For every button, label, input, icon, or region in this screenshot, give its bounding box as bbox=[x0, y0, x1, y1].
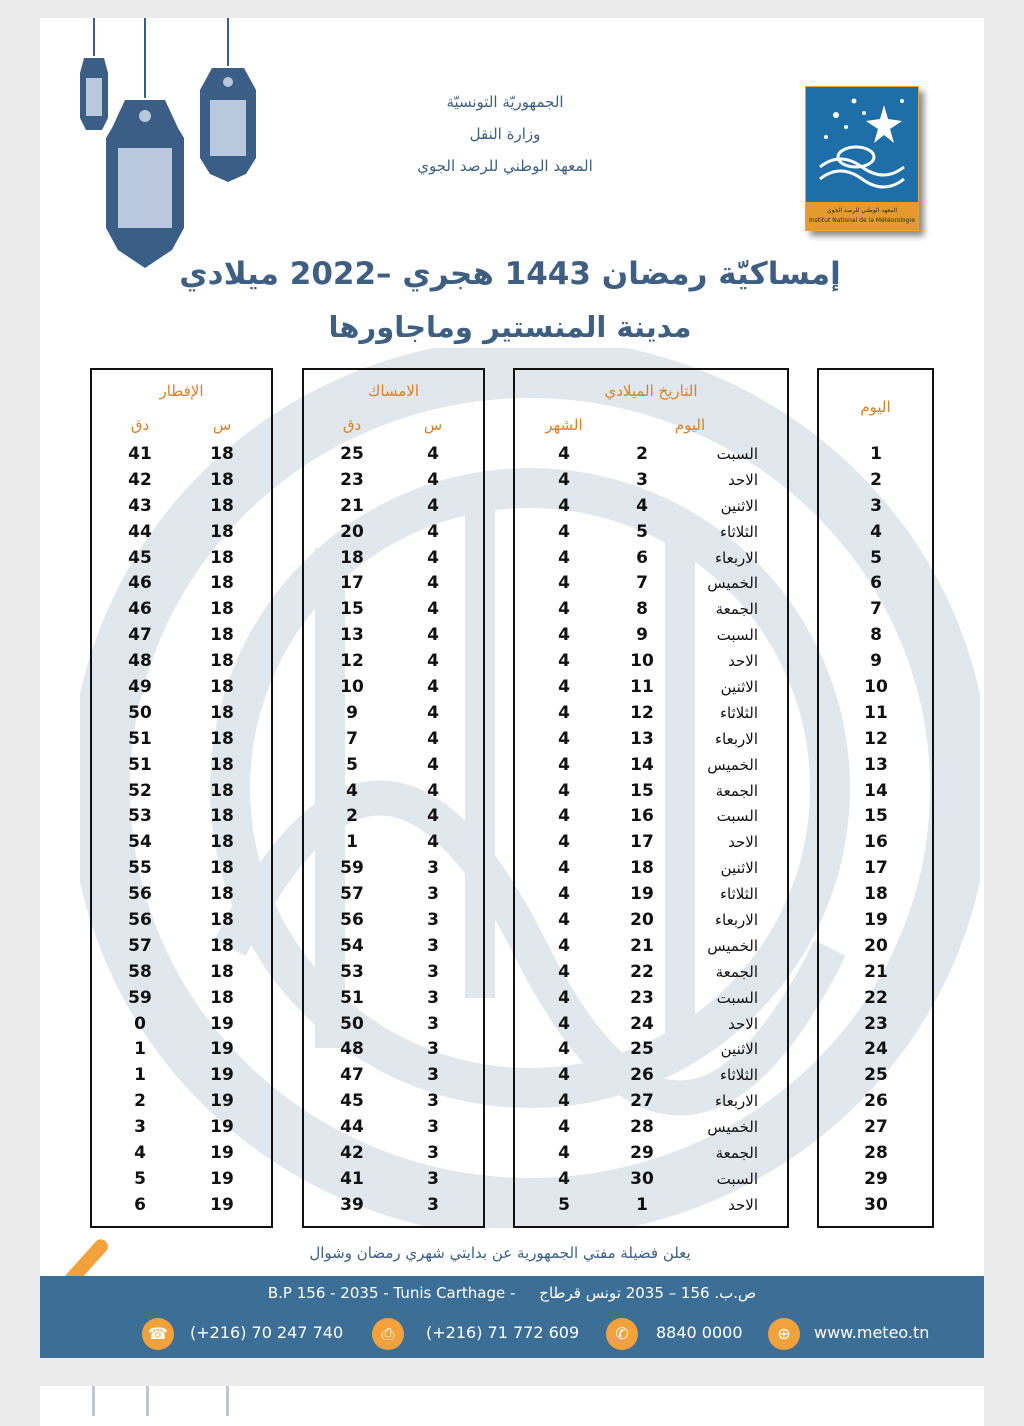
imsak-minute-cell: 50 bbox=[340, 1013, 364, 1034]
iftar-minute-cell: 54 bbox=[128, 832, 152, 853]
iftar-minute-cell: 56 bbox=[128, 910, 152, 931]
gregorian-month-cell: 4 bbox=[558, 1039, 570, 1060]
ramadan-day-cell: 17 bbox=[864, 858, 888, 879]
iftar-hour-cell: 18 bbox=[210, 651, 234, 672]
weekday-cell: الاثنين bbox=[720, 678, 758, 697]
iftar-header: الإفطار bbox=[159, 382, 204, 400]
gregorian-month-cell: 4 bbox=[558, 521, 570, 542]
ramadan-day-cell: 18 bbox=[864, 884, 888, 905]
ramadan-day-column bbox=[846, 442, 906, 1219]
imsak-minute-cell: 45 bbox=[340, 1091, 364, 1112]
imsak-hour-cell: 3 bbox=[427, 961, 439, 982]
iftar-hour-cell: 18 bbox=[210, 780, 234, 801]
iftar-hour-cell: 18 bbox=[210, 806, 234, 827]
iftar-hour-cell: 18 bbox=[210, 677, 234, 698]
ramadan-day-cell: 1 bbox=[870, 444, 882, 464]
imsak-minute-cell: 1 bbox=[346, 832, 358, 853]
imsak-hour-cell: 3 bbox=[427, 1013, 439, 1034]
weekday-cell: الاثنين bbox=[720, 496, 758, 515]
iftar-minute-cell: 42 bbox=[128, 469, 152, 490]
imsak-minute-cell: 44 bbox=[340, 1117, 364, 1138]
short-number: 8840 0000 bbox=[656, 1323, 743, 1342]
iftar-minute-cell: 43 bbox=[128, 495, 152, 516]
iftar-minute-cell: 1 bbox=[134, 1039, 146, 1060]
iftar-minute-cell: 48 bbox=[128, 651, 152, 672]
imsak-minute-cell: 42 bbox=[340, 1143, 364, 1164]
iftar-minute-cell: 56 bbox=[128, 884, 152, 905]
ramadan-day-cell: 23 bbox=[864, 1013, 888, 1034]
gregorian-day-cell: 8 bbox=[636, 599, 648, 620]
imsak-minute-cell: 47 bbox=[340, 1065, 364, 1086]
ramadan-day-cell: 3 bbox=[870, 495, 882, 516]
weekday-cell: الخميس bbox=[707, 936, 758, 955]
iftar-minute-cell: 41 bbox=[128, 444, 152, 464]
imsak-hour-cell: 4 bbox=[427, 754, 439, 775]
iftar-hour-cell: 18 bbox=[210, 599, 234, 620]
gregorian-day-cell: 3 bbox=[636, 469, 648, 490]
iftar-hour-cell: 18 bbox=[210, 884, 234, 905]
globe-icon: ⊕ bbox=[768, 1318, 800, 1350]
imsak-minute-cell: 18 bbox=[340, 547, 364, 568]
imsak-minutes-column bbox=[322, 442, 382, 1219]
iftar-hour-cell: 18 bbox=[210, 728, 234, 749]
gregorian-day-cell: 29 bbox=[630, 1143, 654, 1164]
ramadan-day-cell: 25 bbox=[864, 1065, 888, 1086]
gregorian-month-cell: 4 bbox=[558, 1117, 570, 1138]
address-line bbox=[40, 1284, 984, 1302]
iftar-minute-cell: 0 bbox=[134, 1013, 146, 1034]
imsak-minute-cell: 17 bbox=[340, 573, 364, 594]
weekday-cell: الجمعة bbox=[715, 1144, 758, 1163]
iftar-minute-cell: 50 bbox=[128, 702, 152, 723]
lantern-string bbox=[226, 1386, 229, 1416]
logo-caption-fr: Institut National de la Météorologie bbox=[809, 217, 915, 224]
ramadan-day-cell: 29 bbox=[864, 1168, 888, 1189]
weekday-cell: الخميس bbox=[707, 1118, 758, 1137]
gregorian-day-cell: 14 bbox=[630, 754, 654, 775]
gregorian-month-cell: 4 bbox=[558, 832, 570, 853]
imsak-hour-cell: 3 bbox=[427, 1039, 439, 1060]
gregorian-month-cell: 4 bbox=[558, 1143, 570, 1164]
mufti-announcement-note: يعلن فضيلة مفتي الجمهورية عن بدايتي شهري رمضان وشوال bbox=[309, 1244, 691, 1262]
ramadan-day-cell: 14 bbox=[864, 780, 888, 801]
imsak-minute-cell: 2 bbox=[346, 806, 358, 827]
imsak-hour-cell: 4 bbox=[427, 651, 439, 672]
imsak-header: الامساك bbox=[367, 382, 420, 400]
iftar-hour-cell: 18 bbox=[210, 754, 234, 775]
imsak-minute-cell: 48 bbox=[340, 1039, 364, 1060]
iftar-hour-cell: 18 bbox=[210, 961, 234, 982]
gregorian-month-cell: 4 bbox=[558, 858, 570, 879]
iftar-minute-cell: 46 bbox=[128, 599, 152, 620]
gregorian-day-cell: 17 bbox=[630, 832, 654, 853]
imsak-minute-cell: 12 bbox=[340, 651, 364, 672]
short-number-icon: ✆ bbox=[606, 1318, 638, 1350]
imsak-minute-cell: 21 bbox=[340, 495, 364, 516]
imsak-hour-cell: 4 bbox=[427, 495, 439, 516]
ramadan-day-cell: 2 bbox=[870, 469, 882, 490]
imsak-hour-cell: 4 bbox=[427, 832, 439, 853]
institute-logo bbox=[805, 86, 919, 231]
imsak-hour-cell: 4 bbox=[427, 806, 439, 827]
gregorian-day-cell: 19 bbox=[630, 884, 654, 905]
iftar-hour-cell: 18 bbox=[210, 469, 234, 490]
iftar-hour-cell: 18 bbox=[210, 573, 234, 594]
gregorian-day-cell: 28 bbox=[630, 1117, 654, 1138]
weekday-cell: السبت bbox=[716, 445, 758, 463]
gregorian-month-cell: 4 bbox=[558, 444, 570, 464]
city-subtitle: مدينة المنستير وماجاورها bbox=[328, 310, 692, 344]
imsak-hour-cell: 3 bbox=[427, 1194, 439, 1215]
stars-waves-icon bbox=[806, 87, 918, 199]
weekday-cell: الجمعة bbox=[715, 600, 758, 619]
ramadan-day-cell: 16 bbox=[864, 832, 888, 853]
gregorian-month-cell: 4 bbox=[558, 573, 570, 594]
gregorian-month-cell: 4 bbox=[558, 495, 570, 516]
imsak-hour-cell: 3 bbox=[427, 935, 439, 956]
imsak-hour-cell: 3 bbox=[427, 884, 439, 905]
gregorian-month-cell: 4 bbox=[558, 599, 570, 620]
imsak-minute-cell: 56 bbox=[340, 910, 364, 931]
imsak-minute-cell: 59 bbox=[340, 858, 364, 879]
ramadan-day-header: اليوم bbox=[860, 398, 891, 416]
weekday-cell: الاربعاء bbox=[714, 548, 758, 567]
contact-row bbox=[40, 1318, 984, 1348]
imsak-minute-cell: 10 bbox=[340, 677, 364, 698]
iftar-hour-cell: 18 bbox=[210, 858, 234, 879]
ramadan-day-cell: 12 bbox=[864, 728, 888, 749]
iftar-hour-cell: 19 bbox=[210, 1039, 234, 1060]
iftar-hour-cell: 18 bbox=[210, 910, 234, 931]
gregorian-month-cell: 4 bbox=[558, 677, 570, 698]
gregorian-month-cell: 4 bbox=[558, 754, 570, 775]
iftar-hour-cell: 18 bbox=[210, 547, 234, 568]
weekday-cell: الثلاثاء bbox=[719, 885, 758, 904]
weekday-cell: الثلاثاء bbox=[719, 703, 758, 722]
weekday-column bbox=[668, 442, 758, 1219]
gregorian-day-cell: 6 bbox=[636, 547, 648, 568]
imsak-hour-cell: 4 bbox=[427, 702, 439, 723]
medium-lantern-icon bbox=[190, 18, 270, 188]
ministry-name: وزارة النقل bbox=[469, 125, 541, 143]
iftar-minute-cell: 1 bbox=[134, 1065, 146, 1086]
gregorian-month-cell: 4 bbox=[558, 987, 570, 1008]
imsak-minute-cell: 54 bbox=[340, 935, 364, 956]
iftar-minute-cell: 47 bbox=[128, 625, 152, 646]
imsak-hour-cell: 4 bbox=[427, 677, 439, 698]
page-title: إمساكيّة رمضان 1443 هجري –2022 ميلادي bbox=[179, 256, 841, 292]
weekday-cell: الجمعة bbox=[715, 781, 758, 800]
iftar-hour-cell: 18 bbox=[210, 702, 234, 723]
gregorian-day-cell: 25 bbox=[630, 1039, 654, 1060]
gregorian-month-cell: 4 bbox=[558, 651, 570, 672]
ramadan-day-cell: 11 bbox=[864, 702, 888, 723]
gregorian-day-cell: 27 bbox=[630, 1091, 654, 1112]
gregorian-day-cell: 15 bbox=[630, 780, 654, 801]
imsak-minute-cell: 7 bbox=[346, 728, 358, 749]
imsak-minute-cell: 51 bbox=[340, 987, 364, 1008]
imsak-hour-cell: 3 bbox=[427, 1065, 439, 1086]
weekday-cell: الاحد bbox=[728, 1195, 758, 1214]
iftar-minute-cell: 4 bbox=[134, 1143, 146, 1164]
ramadan-day-cell: 19 bbox=[864, 910, 888, 931]
gregorian-month-cell: 4 bbox=[558, 961, 570, 982]
ramadan-day-cell: 13 bbox=[864, 754, 888, 775]
weekday-cell: الاحد bbox=[728, 470, 758, 489]
republic-name: الجمهوريّة التونسيّة bbox=[446, 93, 564, 111]
ramadan-day-cell: 5 bbox=[870, 547, 882, 568]
weekday-cell: الجمعة bbox=[715, 962, 758, 981]
imsak-minute-cell: 5 bbox=[346, 754, 358, 775]
imsak-hour-cell: 4 bbox=[427, 780, 439, 801]
gregorian-day-cell: 4 bbox=[636, 495, 648, 516]
iftar-minutes-column bbox=[110, 442, 170, 1219]
gregorian-day-cell: 5 bbox=[636, 521, 648, 542]
imsak-hour-cell: 3 bbox=[427, 858, 439, 879]
weekday-cell: السبت bbox=[716, 988, 758, 1007]
weekday-cell: الاثنين bbox=[720, 859, 758, 878]
large-lantern-icon bbox=[100, 18, 200, 278]
weekday-cell: الاربعاء bbox=[714, 729, 758, 748]
ramadan-day-cell: 6 bbox=[870, 573, 882, 594]
iftar-minute-cell: 51 bbox=[128, 754, 152, 775]
imsak-hour-cell: 4 bbox=[427, 728, 439, 749]
imsak-minute-cell: 25 bbox=[340, 444, 364, 464]
header-block bbox=[370, 86, 640, 182]
iftar-hour-cell: 18 bbox=[210, 444, 234, 464]
gregorian-day-cell: 13 bbox=[630, 728, 654, 749]
gregorian-day-cell: 12 bbox=[630, 702, 654, 723]
iftar-minute-cell: 51 bbox=[128, 728, 152, 749]
weekday-cell: الخميس bbox=[707, 755, 758, 774]
gregorian-day-column bbox=[612, 442, 672, 1219]
gregorian-day-header: اليوم bbox=[674, 416, 706, 434]
gregorian-day-cell: 26 bbox=[630, 1065, 654, 1086]
iftar-minute-header: دق bbox=[130, 416, 150, 434]
iftar-minute-cell: 6 bbox=[134, 1194, 146, 1215]
weekday-cell: الاحد bbox=[728, 652, 758, 671]
imsak-hour-cell: 4 bbox=[427, 521, 439, 542]
contact-bar bbox=[40, 1276, 984, 1358]
weekday-cell: الاحد bbox=[728, 1014, 758, 1033]
gregorian-month-cell: 4 bbox=[558, 469, 570, 490]
iftar-minute-cell: 46 bbox=[128, 573, 152, 594]
gregorian-month-cell: 4 bbox=[558, 1013, 570, 1034]
iftar-hours-column bbox=[192, 442, 252, 1219]
fax-icon: ⎙ bbox=[372, 1318, 404, 1350]
iftar-minute-cell: 49 bbox=[128, 677, 152, 698]
ramadan-day-cell: 30 bbox=[864, 1194, 888, 1215]
ramadan-day-cell: 10 bbox=[864, 677, 888, 698]
weekday-cell: الثلاثاء bbox=[719, 1066, 758, 1085]
gregorian-month-cell: 4 bbox=[558, 702, 570, 723]
document-page bbox=[40, 18, 984, 1358]
imsak-minute-cell: 41 bbox=[340, 1168, 364, 1189]
iftar-hour-cell: 18 bbox=[210, 625, 234, 646]
address-ar: ص.ب. 156 – 2035 تونس قرطاج bbox=[539, 1284, 757, 1302]
gregorian-month-cell: 5 bbox=[558, 1194, 570, 1215]
iftar-minute-cell: 53 bbox=[128, 806, 152, 827]
iftar-hour-cell: 19 bbox=[210, 1091, 234, 1112]
imsak-minute-cell: 9 bbox=[346, 702, 358, 723]
ramadan-day-cell: 7 bbox=[870, 599, 882, 620]
gregorian-day-cell: 2 bbox=[636, 444, 648, 464]
gregorian-day-cell: 23 bbox=[630, 987, 654, 1008]
iftar-hour-cell: 18 bbox=[210, 832, 234, 853]
gregorian-day-cell: 9 bbox=[636, 625, 648, 646]
iftar-hour-cell: 19 bbox=[210, 1194, 234, 1215]
ramadan-day-cell: 26 bbox=[864, 1091, 888, 1112]
imsak-minute-cell: 53 bbox=[340, 961, 364, 982]
iftar-minute-cell: 2 bbox=[134, 1091, 146, 1112]
gregorian-day-cell: 16 bbox=[630, 806, 654, 827]
gregorian-month-cell: 4 bbox=[558, 625, 570, 646]
iftar-minute-cell: 5 bbox=[134, 1168, 146, 1189]
address-fr: B.P 156 - 2035 - Tunis Carthage - bbox=[267, 1284, 516, 1302]
gregorian-month-cell: 4 bbox=[558, 1065, 570, 1086]
gregorian-month-cell: 4 bbox=[558, 780, 570, 801]
iftar-hour-cell: 18 bbox=[210, 935, 234, 956]
gregorian-month-cell: 4 bbox=[558, 806, 570, 827]
weekday-cell: الخميس bbox=[707, 574, 758, 593]
imsak-hours-column bbox=[403, 442, 463, 1219]
weekday-cell: الاربعاء bbox=[714, 1092, 758, 1111]
imsak-minute-cell: 4 bbox=[346, 780, 358, 801]
gregorian-day-cell: 1 bbox=[636, 1194, 648, 1215]
gregorian-month-cell: 4 bbox=[558, 1091, 570, 1112]
gregorian-day-cell: 7 bbox=[636, 573, 648, 594]
iftar-hour-cell: 19 bbox=[210, 1143, 234, 1164]
iftar-hour-header: س bbox=[212, 416, 232, 434]
gregorian-day-cell: 20 bbox=[630, 910, 654, 931]
gregorian-day-cell: 21 bbox=[630, 935, 654, 956]
iftar-hour-cell: 19 bbox=[210, 1168, 234, 1189]
imsak-hour-header: س bbox=[423, 416, 443, 434]
ramadan-day-cell: 15 bbox=[864, 806, 888, 827]
iftar-hour-cell: 18 bbox=[210, 987, 234, 1008]
weekday-cell: الثلاثاء bbox=[719, 522, 758, 541]
imsak-hour-cell: 4 bbox=[427, 444, 439, 464]
imsak-hour-cell: 3 bbox=[427, 910, 439, 931]
website-link[interactable]: www.meteo.tn bbox=[814, 1323, 930, 1342]
ramadan-day-cell: 28 bbox=[864, 1143, 888, 1164]
gregorian-month-cell: 4 bbox=[558, 728, 570, 749]
gregorian-day-cell: 10 bbox=[630, 651, 654, 672]
lantern-string bbox=[92, 1386, 95, 1416]
gregorian-day-cell: 24 bbox=[630, 1013, 654, 1034]
iftar-hour-cell: 19 bbox=[210, 1013, 234, 1034]
gregorian-month-cell: 4 bbox=[558, 935, 570, 956]
gregorian-month-cell: 4 bbox=[558, 547, 570, 568]
imsak-minute-header: دق bbox=[342, 416, 362, 434]
gregorian-day-cell: 22 bbox=[630, 961, 654, 982]
gregorian-month-cell: 4 bbox=[558, 910, 570, 931]
iftar-minute-cell: 59 bbox=[128, 987, 152, 1008]
ramadan-day-cell: 9 bbox=[870, 651, 882, 672]
iftar-hour-cell: 18 bbox=[210, 521, 234, 542]
imsak-hour-cell: 4 bbox=[427, 625, 439, 646]
iftar-minute-cell: 45 bbox=[128, 547, 152, 568]
imsak-hour-cell: 3 bbox=[427, 987, 439, 1008]
institute-name: المعهد الوطني للرصد الجوي bbox=[417, 157, 593, 175]
phone-icon: ☎ bbox=[142, 1318, 174, 1350]
phone-number: (+216) 70 247 740 bbox=[190, 1323, 344, 1342]
weekday-cell: الاثنين bbox=[720, 1040, 758, 1059]
imsak-hour-cell: 3 bbox=[427, 1091, 439, 1112]
imsak-hour-cell: 3 bbox=[427, 1117, 439, 1138]
iftar-hour-cell: 19 bbox=[210, 1065, 234, 1086]
imsak-minute-cell: 13 bbox=[340, 625, 364, 646]
imsak-minute-cell: 39 bbox=[340, 1194, 364, 1215]
ramadan-day-cell: 27 bbox=[864, 1117, 888, 1138]
imsak-minute-cell: 57 bbox=[340, 884, 364, 905]
ramadan-day-cell: 8 bbox=[870, 625, 882, 646]
iftar-minute-cell: 3 bbox=[134, 1117, 146, 1138]
weekday-cell: السبت bbox=[716, 626, 758, 645]
ramadan-day-cell: 20 bbox=[864, 935, 888, 956]
iftar-minute-cell: 57 bbox=[128, 935, 152, 956]
iftar-minute-cell: 44 bbox=[128, 521, 152, 542]
ramadan-day-cell: 21 bbox=[864, 961, 888, 982]
ramadan-day-cell: 24 bbox=[864, 1039, 888, 1060]
fax-number: (+216) 71 772 609 bbox=[426, 1323, 580, 1342]
weekday-cell: السبت bbox=[716, 1169, 758, 1188]
gregorian-header: التاريخ الميلادي bbox=[604, 382, 698, 400]
imsak-hour-cell: 4 bbox=[427, 469, 439, 490]
weekday-cell: السبت bbox=[716, 807, 758, 826]
imsak-hour-cell: 4 bbox=[427, 573, 439, 594]
weekday-cell: الاحد bbox=[728, 833, 758, 852]
gregorian-month-cell: 4 bbox=[558, 884, 570, 905]
imsak-hour-cell: 4 bbox=[427, 599, 439, 620]
imsak-hour-cell: 4 bbox=[427, 547, 439, 568]
iftar-minute-cell: 55 bbox=[128, 858, 152, 879]
next-page-edge bbox=[40, 1386, 984, 1426]
gregorian-day-cell: 11 bbox=[630, 677, 654, 698]
weekday-cell: الاربعاء bbox=[714, 911, 758, 930]
logo-caption-ar: المعهد الوطني للرصد الجوي bbox=[826, 207, 898, 214]
ramadan-day-cell: 4 bbox=[870, 521, 882, 542]
imsak-minute-cell: 23 bbox=[340, 469, 364, 490]
imsak-hour-cell: 3 bbox=[427, 1168, 439, 1189]
iftar-minute-cell: 58 bbox=[128, 961, 152, 982]
iftar-hour-cell: 18 bbox=[210, 495, 234, 516]
ramadan-day-cell: 22 bbox=[864, 987, 888, 1008]
imsak-minute-cell: 15 bbox=[340, 599, 364, 620]
gregorian-month-header: الشهر bbox=[545, 416, 583, 434]
gregorian-month-cell: 4 bbox=[558, 1168, 570, 1189]
lantern-string bbox=[146, 1386, 149, 1416]
imsak-minute-cell: 20 bbox=[340, 521, 364, 542]
gregorian-day-cell: 30 bbox=[630, 1168, 654, 1189]
imsak-hour-cell: 3 bbox=[427, 1143, 439, 1164]
iftar-hour-cell: 19 bbox=[210, 1117, 234, 1138]
gregorian-day-cell: 18 bbox=[630, 858, 654, 879]
iftar-minute-cell: 52 bbox=[128, 780, 152, 801]
gregorian-month-column bbox=[534, 442, 594, 1219]
